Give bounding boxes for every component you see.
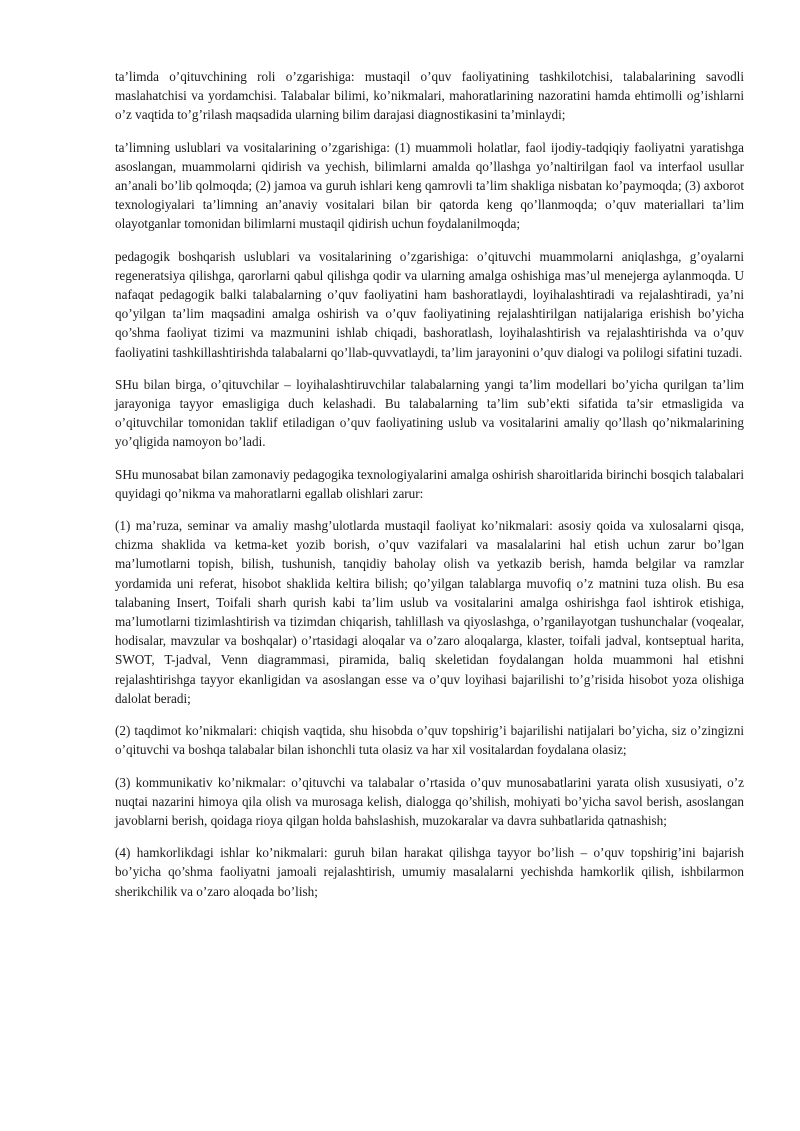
- paragraph-teachers-designers: SHu bilan birga, o’qituvchilar – loyihalashtiruvchilar talabalarning yangi ta’lim modellari bo’yicha qurilgan ta’lim jarayoniga tayyor emasligiga duch kelashadi. Bu talabalarning ta’lim sub’ekti sifatida ta’sir etmasligida va o’qituvchilar tomonidan taklif etiladigan o’quv faoliyatining uslub va vositalarini amaliy qo’llash qo’nikmalarining yo’qligida namoyon bo’ladi.: [115, 376, 744, 450]
- paragraph-skill-2-presentation: (2) taqdimot ko’nikmalari: chiqish vaqtida, shu hisobda o’quv topshirig’i bajarilishi natijalari bo’yicha, siz o’zingizni o’qituvchi va boshqa talabalar bilan ishonchli tuta olasiz va har xil vositalardan foydalana olasiz;: [115, 723, 744, 758]
- paragraph-skill-4-collaboration: (4) hamkorlikdagi ishlar ko’nikmalari: guruh bilan harakat qilishga tayyor bo’lish – o’quv topshirig’ini bajarish bo’yicha qo’shma faoliyatni jamoali rejalashtirish, umumiy masalalarni yechishda hamkorlik qilish, ishbilarmon sherikchilik va o’zaro aloqada bo’lish;: [115, 845, 744, 899]
- paragraph-teaching-methods: ta’limning uslublari va vositalarining o’zgarishiga: (1) muammoli holatlar, faol ijodiy-tadqiqiy faoliyatni yaratishga asoslangan, muammolarni qidirish va yechish, bilimlarni amalda qo’llashga yo’naltirilgan faol va interfaol usullar an’anali bo’lib qolmoqda; (2) jamoa va guruh ishlari keng qamrovli ta’lim shakliga nisbatan ko’paymoqda; (3) axborot texnologiyalari ta’limning an’anaviy vositalari bilan bir qatorda keng qo’llanmoqda; o’quv materiallari ta’lim olayotganlar tomonidan bilimlarni mustaqil qidirish uchun foydalanilmoqda;: [115, 139, 744, 232]
- paragraph-first-year-skills-intro: SHu munosabat bilan zamonaviy pedagogika texnologiyalarini amalga oshirish sharoitlarida birinchi bosqich talabalari quyidagi qo’nikma va mahoratlarni egallab olishlari zarur:: [115, 466, 744, 501]
- document-body: [115, 67, 744, 914]
- paragraph-skill-3-communicative: (3) kommunikativ ko’nikmalar: o’qituvchi va talabalar o’rtasida o’quv munosabatlarini yarata olish xususiyati, o’z nuqtai nazarini himoya qila olish va murosaga kelish, dialogga qo’shilish, mohiyati bo’yicha savol berish, asoslangan javoblarni berish, qoidaga rioya qilgan holda bahslashish, muzokaralar va davra suhbatlarida qatnashish;: [115, 774, 744, 828]
- paragraph-skill-1-independent-work: (1) ma’ruza, seminar va amaliy mashg’ulotlarda mustaqil faoliyat ko’nikmalari: asosiy qoida va xulosalarni qisqa, chizma shaklida va ketma-ket yozib borish, o’quv vazifalari va masalalarini hal etish uchun zarur bo’lgan ma’lumotlarni topish, bilish, tushunish, tanqidiy baholay olish va yetkazib berish, hamda belgilar va ramzlar yordamida uni referat, hisobot shaklida keltira bilish; qo’yilgan talablarga muvofiq o’z matnini tuza olish. Bu esa talabaning Insert, Toifali sharh qurish kabi ta’lim uslub va vositalarini amalga oshirishga faol ishtirok etishiga, ma’lumotlarni tizimlashtirish va tizimdan chiqarish, tahlillash va qiyoslashga, o’rganilayotgan tushunchalar (voqealar, hodisalar, mavzular va boshqalar) o’rtasidagi aloqalar va o’zaro aloqalarga, klaster, toifali jadval, kontseptual harita, SWOT, T-jadval, Venn diagrammasi, piramida, baliq skeletidan foydalangan holda muammoni hal etishni rejalashtirishga tayyor ekanligidan va asoslangan esse va o’quv loyihasi bajarilishi to’g’risida hisobot yoza olishiga dalolat beradi;: [115, 518, 744, 706]
- paragraph-pedagogical-management: pedagogik boshqarish uslublari va vositalarining o’zgarishiga: o’qituvchi muammolarni aniqlashga, g’oyalarni regeneratsiya qilishga, qarorlarni qabul qilishga qodir va ularning amalga oshishiga mas’ul menejerga aylanmoqda. U nafaqat pedagogik balki talabalarning o’quv faoliyatini ham bashoratlaydi, loyihalashtiradi va rejalashtiradi, ya’ni qo’yilgan ta’lim maqsadini amalga oshirish va o’quv faoliyatining rejalashtirilgan natijalariga erishish bo’yicha qo’shma faoliyat tizimi va mazmunini ishlab chiqadi, bashoratlash, loyihalashtirish va rejalashtirishda va o’quv faoliyatini tashkillashtirishda talabalarni qo’llab-quvvatlaydi, ta’lim jarayonini o’quv dialogi va polilogi sifatini tuzadi.: [115, 248, 744, 360]
- paragraph-teacher-role: ta’limda o’qituvchining roli o’zgarishiga: mustaqil o’quv faoliyatining tashkilotchisi, talabalarining savodli maslahatchisi va yordamchisi. Talabalar bilimi, ko’nikmalari, mahoratlarining nazoratini hamda ehtimolli og’ishlarni o’z vaqtida to’g’rilash maqsadida ularning bilim darajasi diagnostikasini ta’minlaydi;: [115, 69, 744, 123]
